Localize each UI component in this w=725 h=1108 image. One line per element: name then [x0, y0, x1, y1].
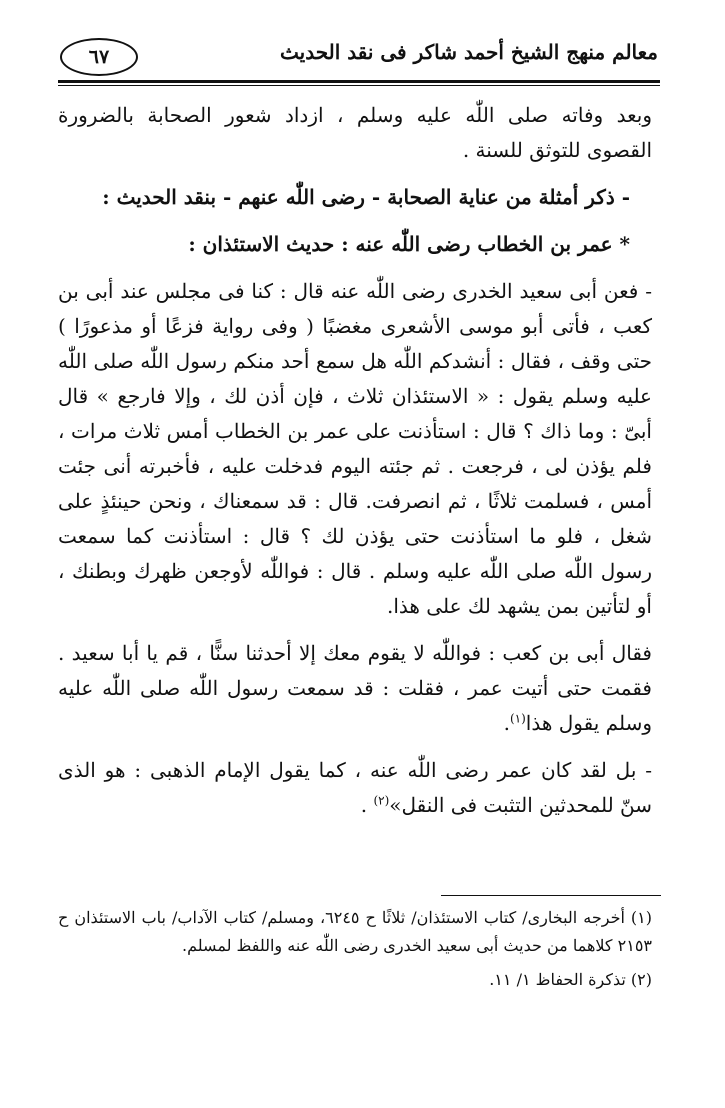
paragraph-intro: وبعد وفاته صلى اللّٰه عليه وسلم ، ازداد شعور الصحابة بالضرورة القصوى للتوثق للسنة . [58, 103, 652, 162]
paragraph-testimony-end: . [503, 711, 510, 735]
paragraph-dhahabi-text: - بل لقد كان عمر رضى اللّٰه عنه ، كما يقول الإمام الذهبى : هو الذى سنّ للمحدثين التثبت فى النقل» [58, 758, 652, 817]
paragraph-testimony-text: فقال أبى بن كعب : فواللّٰه لا يقوم معك إلا أحدثنا سنًّا ، قم يا أبا سعيد . فقمت حتى أتيت عمر ، فقلت : قد سمعت رسول اللّٰه صلى اللّٰه عليه وسلم يقول هذا [58, 641, 652, 735]
paragraph-dhahabi [58, 753, 652, 823]
footnote-ref-1: (١) [509, 711, 526, 726]
section-heading: - ذكر أمثلة من عناية الصحابة - رضى اللّٰه عنهم - بنقد الحديث : [102, 185, 630, 209]
subsection-heading: * عمر بن الخطاب رضى اللّٰه عنه : حديث الاستئذان : [188, 232, 630, 256]
header-rule-thin [58, 85, 660, 86]
paragraph-dhahabi-end: . [360, 793, 374, 817]
page-header [58, 34, 658, 82]
footnote-ref-2: (٢) [373, 793, 390, 808]
main-text [58, 98, 652, 823]
footnote-2: (٢) تذكرة الحفاظ ١/ ١١. [489, 970, 652, 989]
page-number: ٦٧ [60, 38, 138, 76]
paragraph-testimony [58, 636, 652, 741]
header-rule [58, 80, 660, 83]
footnotes [58, 904, 652, 994]
paragraph-hadith: - فعن أبى سعيد الخدرى رضى اللّٰه عنه قال : كنا فى مجلس عند أبى بن كعب ، فأتى أبو موسى الأشعرى مغضبًا ( وفى رواية فزعًا أو مذعورًا ) حتى وقف ، فقال : أنشدكم اللّٰه هل سمع أحد منكم رسول اللّٰه صلى اللّٰه عليه وسلم يقول : « الاستئذان ثلاث ، فإن أذن لك ، وإلا فارجع » قال أبىّ : وما ذاك ؟ قال : استأذنت على عمر بن الخطاب أمس ثلاث مرات ، فلم يؤذن لى ، فرجعت . ثم جئته اليوم فدخلت عليه ، فأخبرته أنى جئت أمس ، فسلمت ثلاثًا ، ثم انصرفت. قال : قد سمعناك ، ونحن حينئذٍ على شغل ، فلو ما استأذنت حتى يؤذن لك ؟ قال : استأذنت كما سمعت رسول اللّٰه صلى اللّٰه عليه وسلم . قال : فواللّٰه لأوجعن ظهرك وبطنك ، أو لتأتين بمن يشهد لك على هذا. [58, 279, 652, 618]
running-title: معالم منهج الشيخ أحمد شاكر فى نقد الحديث [280, 40, 658, 64]
footnote-1: (١) أخرجه البخارى/ كتاب الاستئذان/ ثلاثًا ح ٦٢٤٥، ومسلم/ كتاب الآداب/ باب الاستئذان ح ٢١٥٣ كلاهما من حديث أبى سعيد الخدرى رضى اللّٰه عنه واللفظ لمسلم. [58, 908, 653, 955]
footnote-separator [441, 895, 661, 896]
